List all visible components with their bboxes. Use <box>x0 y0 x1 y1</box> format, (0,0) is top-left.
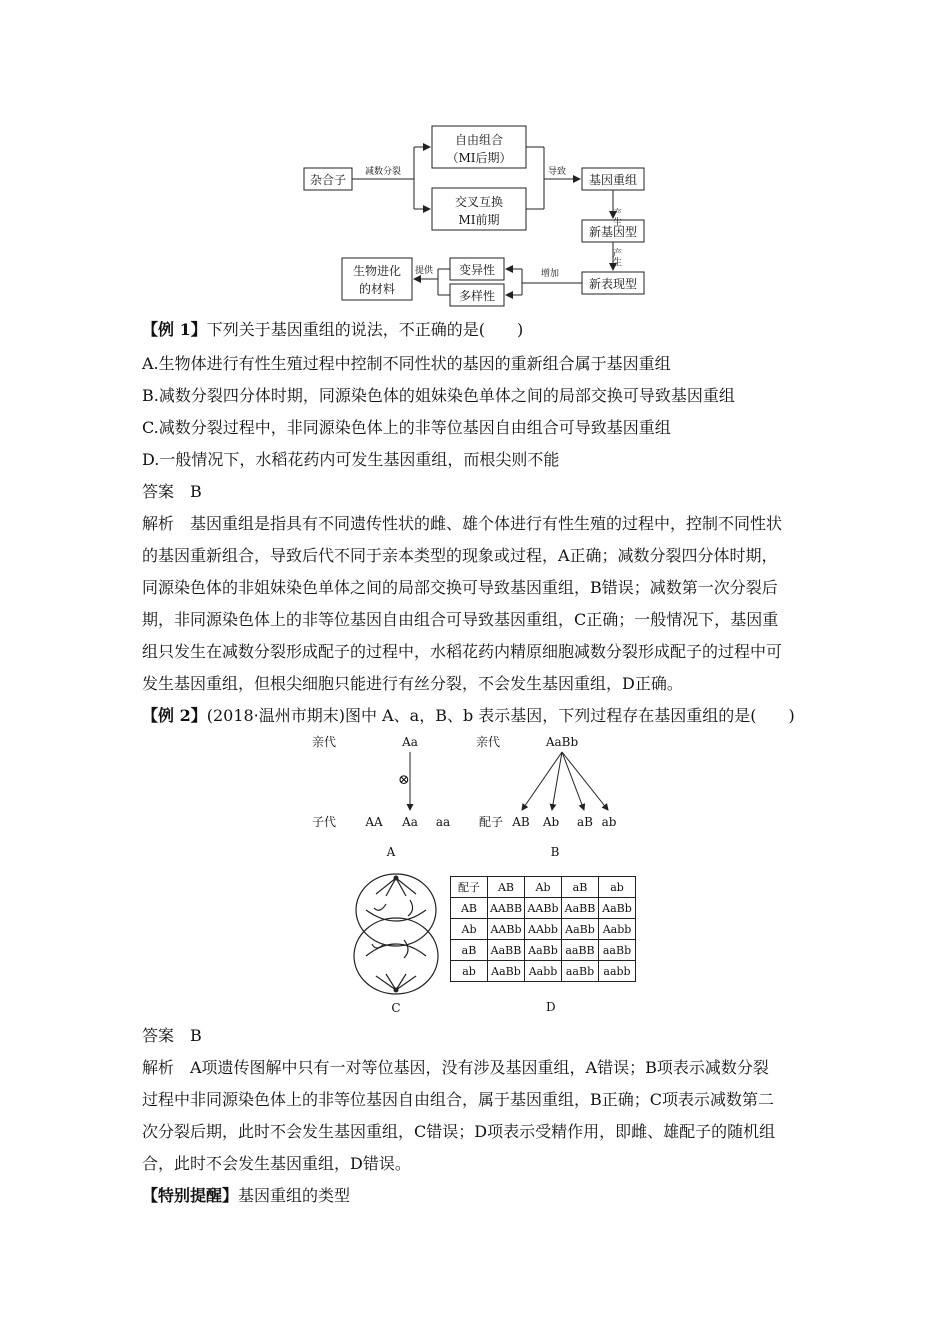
table-cell: Ab <box>525 877 562 898</box>
new-phenotype-label: 新表现型 <box>588 277 638 291</box>
example1-option-b: B.减数分裂四分体时期，同源染色体的姐妹染色单体之间的局部交换可导致基因重组 <box>142 386 735 405</box>
table-cell: AABb <box>488 919 525 940</box>
special-tip-tag: 【特别提醒】 <box>142 1186 239 1205</box>
figA-caption: A <box>386 845 396 859</box>
example2-answer: 答案 B <box>142 1026 202 1045</box>
example1-option-c: C.减数分裂过程中，非同源染色体上的非等位基因自由组合可导致基因重组 <box>142 418 671 437</box>
figure-ab <box>300 730 660 865</box>
table-cell: AABb <box>525 898 562 919</box>
free-combination-stage: （MⅠ后期） <box>446 151 512 165</box>
table-cell: Aabb <box>525 961 562 982</box>
example1-stem: 下列关于基因重组的说法，不正确的是( ) <box>206 320 524 339</box>
recombination-flow-diagram <box>290 118 660 310</box>
table-cell: AaBb <box>488 961 525 982</box>
example1-analysis-line3: 同源染色体的非姐妹染色单体之间的局部交换可导致基因重组，B错误；减数第一次分裂后 <box>142 578 778 597</box>
figB-gamete-label: 配子 <box>479 815 504 829</box>
special-tip <box>142 1186 822 1206</box>
example2-tag: 【例 2】 <box>142 706 207 725</box>
example1-analysis-line2: 的基因重新组合，导致后代不同于亲本类型的现象或过程，A正确；减数分裂四分体时期， <box>142 546 778 565</box>
figB-gamete-ab: ab <box>601 815 617 829</box>
example1-option-a: A.生物体进行有性生殖过程中控制不同性状的基因的重新组合属于基因重组 <box>142 354 671 373</box>
figC-caption: C <box>391 1001 401 1015</box>
figB-gamete-aB: aB <box>577 815 593 829</box>
example1-analysis-line6: 发生基因重组，但根尖细胞只能进行有丝分裂，不会发生基因重组，D正确。 <box>142 674 683 693</box>
free-combination-label: 自由组合 <box>454 133 504 147</box>
example1-question <box>142 320 822 340</box>
table-cell: 配子 <box>451 877 488 898</box>
figA-parent-label: 亲代 <box>312 735 337 749</box>
increase-label: 增加 <box>540 269 560 279</box>
provide-label: 提供 <box>414 266 434 276</box>
figure-c-cell <box>346 870 446 1020</box>
figD-caption: D <box>546 1000 556 1014</box>
example1-option-d: D.一般情况下，水稻花药内可发生基因重组，而根尖则不能 <box>142 450 560 469</box>
table-cell: aabb <box>599 961 636 982</box>
figA-child-aa: aa <box>435 815 451 829</box>
figB-caption: B <box>550 845 560 859</box>
example2-question <box>142 706 822 726</box>
example2-analysis-line1: 解析 A项遗传图解中只有一对等位基因，没有涉及基因重组，A错误；B项表示减数分裂 <box>142 1058 769 1077</box>
evolution-material-line1: 生物进化 <box>352 264 402 278</box>
table-cell: AB <box>451 898 488 919</box>
table-cell: AABB <box>488 898 525 919</box>
example1-analysis-line5: 组只发生在减数分裂形成配子的过程中，水稻花药内精原细胞减数分裂形成配子的过程中可 <box>142 642 783 661</box>
table-cell: aB <box>451 940 488 961</box>
table-cell: aaBB <box>562 940 599 961</box>
figB-gamete-AB: AB <box>512 815 530 829</box>
lead-to-label: 导致 <box>547 167 567 177</box>
example1-analysis-line1: 解析 基因重组是指具有不同遗传性状的雌、雄个体进行有性生殖的过程中，控制不同性状 <box>142 514 783 533</box>
table-cell: aaBb <box>599 940 636 961</box>
example2-analysis-line3: 次分裂后期，此时不会发生基因重组，C错误；D项表示受精作用，即雌、雄配子的随机组 <box>142 1122 776 1141</box>
new-genotype-label: 新基因型 <box>588 225 638 239</box>
example1-answer: 答案 B <box>142 482 202 501</box>
special-tip-text: 基因重组的类型 <box>238 1186 351 1205</box>
figB-parent: AaBb <box>545 735 579 749</box>
table-cell: ab <box>599 877 636 898</box>
recombination-label: 基因重组 <box>588 173 638 187</box>
figB-parent-label: 亲代 <box>476 735 501 749</box>
table-row <box>451 898 636 919</box>
table-cell: AaBb <box>599 898 636 919</box>
table-cell: aaBb <box>562 961 599 982</box>
diversity-label: 多样性 <box>458 289 496 303</box>
example1-tag: 【例 1】 <box>142 320 207 339</box>
example2-analysis-line4: 合，此时不会发生基因重组，D错误。 <box>142 1154 411 1173</box>
example2-analysis-line2: 过程中非同源染色体上的非等位基因自由组合，属于基因重组，B正确；C项表示减数第二 <box>142 1090 775 1109</box>
table-cell: ab <box>451 961 488 982</box>
figA-child-AA: AA <box>365 815 383 829</box>
table-cell: AaBb <box>525 940 562 961</box>
figB-gamete-Ab: Ab <box>542 815 560 829</box>
produce-label-2: 产生 <box>611 248 621 266</box>
produce-label-1: 产生 <box>611 208 621 226</box>
figA-parent: Aa <box>402 735 418 749</box>
crossover-stage: MⅠ前期 <box>458 213 500 227</box>
table-row <box>451 940 636 961</box>
zygote-label: 杂合子 <box>309 173 347 187</box>
table-cell: aB <box>562 877 599 898</box>
table-cell: Aabb <box>599 919 636 940</box>
table-cell: AaBB <box>488 940 525 961</box>
figA-child-label: 子代 <box>312 815 337 829</box>
table-cell: AAbb <box>525 919 562 940</box>
example1-analysis-line4: 期，非同源染色体上的非等位基因自由组合可导致基因重组，C正确；一般情况下，基因重 <box>142 610 779 629</box>
table-cell: AaBb <box>562 919 599 940</box>
variability-label: 变异性 <box>458 263 496 277</box>
figA-self-symbol: ⊗ <box>398 772 410 788</box>
crossover-label: 交叉互换 <box>454 195 504 209</box>
table-row <box>451 961 636 982</box>
table-row <box>451 919 636 940</box>
evolution-material-line2: 的材料 <box>358 282 396 296</box>
figA-child-Aa: Aa <box>402 815 418 829</box>
figure-d-punnett-table <box>450 876 636 982</box>
table-cell: AB <box>488 877 525 898</box>
table-cell: Ab <box>451 919 488 940</box>
table-cell: AaBB <box>562 898 599 919</box>
meiosis-label: 减数分裂 <box>364 167 402 177</box>
example2-stem: (2018·温州市期末)图中 A、a，B、b 表示基因，下列过程存在基因重组的是( ) <box>206 706 795 725</box>
table-row <box>451 877 636 898</box>
